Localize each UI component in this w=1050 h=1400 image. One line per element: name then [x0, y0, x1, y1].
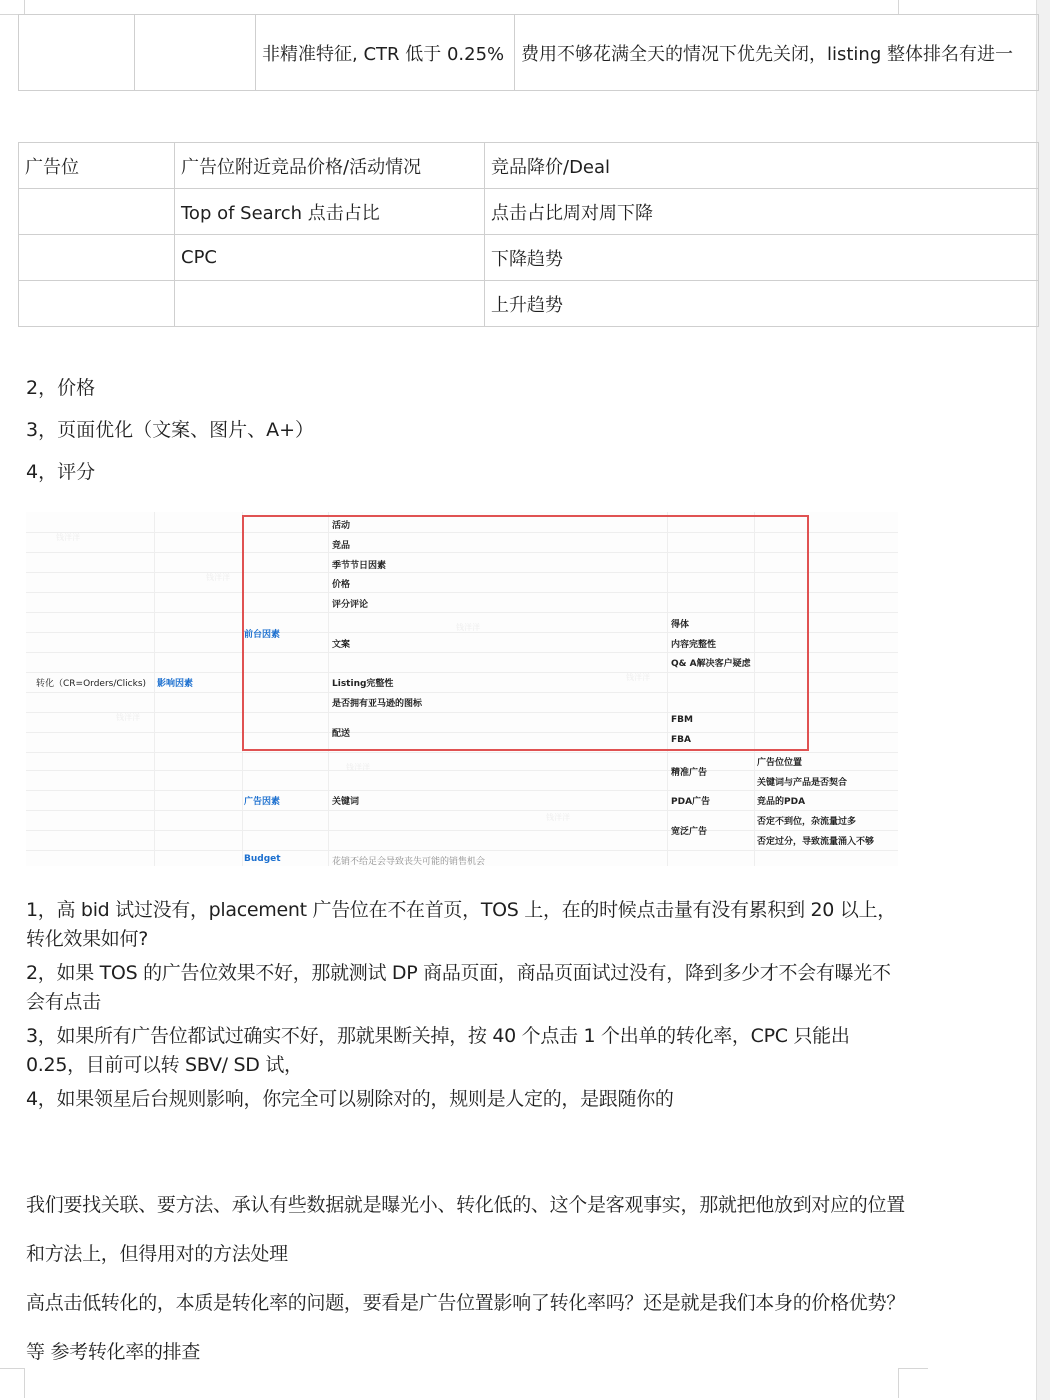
mindmap-item: 得体	[671, 620, 690, 630]
table-cell: 下降趋势	[485, 235, 1039, 281]
highlight-box	[242, 515, 809, 751]
mindmap-root: 转化（CR=Orders/Clicks)	[36, 679, 147, 689]
watermark-text: 钱洋洋	[456, 623, 480, 632]
table-row	[19, 235, 1039, 281]
watermark-text: 钱洋洋	[346, 763, 370, 772]
mindmap-item: 否定不到位，杂流量过多	[757, 817, 857, 827]
list-item: 3，页面优化（文案、图片、A+）	[26, 419, 315, 441]
mindmap-keyword: 关键词	[332, 797, 360, 807]
table-cell	[19, 235, 175, 281]
table-row	[19, 15, 1039, 91]
list-item: 1，高 bid 试过没有，placement 广告位在不在首页，TOS 上，在的时候点击量有没有累积到 20 以上，转化效果如何?	[26, 899, 896, 950]
table-cell: Top of Search 点击占比	[175, 189, 485, 235]
mindmap-item: Listing完整性	[332, 679, 394, 689]
table-cell	[175, 281, 485, 327]
watermark-text: 钱洋洋	[626, 673, 650, 682]
mindmap-item: 否定过分，导致流量涌入不够	[757, 837, 875, 847]
table-cell: 费用不够花满全天的情况下优先关闭，listing 整体排名有进一	[515, 15, 1039, 91]
mindmap-item: 关键词与产品是否契合	[757, 778, 848, 788]
mindmap-item: 是否拥有亚马逊的图标	[332, 699, 423, 709]
table-cell	[19, 189, 175, 235]
mindmap-budget-note: 花销不给足会导致丧失可能的销售机会	[332, 857, 486, 866]
mindmap-ad: 广告因素	[244, 797, 281, 807]
table-ad-placement	[18, 142, 1039, 327]
corner-mark	[0, 1368, 25, 1398]
list-item: 4，如果领星后台规则影响，你完全可以剔除对的，规则是人定的，是跟随你的	[26, 1088, 674, 1110]
corner-mark	[898, 0, 928, 15]
watermark-text: 钱洋洋	[56, 533, 80, 542]
mindmap-item: PDA广告	[671, 797, 711, 807]
mindmap-frontend: 前台因素	[244, 630, 281, 640]
mindmap-item: FBM	[671, 715, 693, 725]
mindmap-item: 评分评论	[332, 600, 369, 610]
table-cell: 广告位附近竞品价格/活动情况	[175, 143, 485, 189]
table-cell	[135, 15, 256, 91]
list-item: 4，评分	[26, 461, 96, 483]
mindmap-item: 广告位位置	[757, 758, 803, 768]
corner-mark	[0, 0, 25, 15]
table-cell: 竞品降价/Deal	[485, 143, 1039, 189]
table-row	[19, 189, 1039, 235]
table-row	[19, 281, 1039, 327]
mindmap-item: 配送	[332, 729, 351, 739]
table-cell: 上升趋势	[485, 281, 1039, 327]
table-cell: 点击占比周对周下降	[485, 189, 1039, 235]
mindmap-item: 价格	[332, 580, 351, 590]
watermark-text: 钱洋洋	[206, 573, 230, 582]
table-row	[19, 143, 1039, 189]
table-cell: CPC	[175, 235, 485, 281]
table-cell: 广告位	[19, 143, 175, 189]
list-item: 3，如果所有广告位都试过确实不好，那就果断关掉，按 40 个点击 1 个出单的转化率，CPC 只能出 0.25，目前可以转 SBV/ SD 试，	[26, 1025, 850, 1076]
watermark-text: 钱洋洋	[546, 813, 570, 822]
mindmap-item: 活动	[332, 521, 351, 531]
mindmap-item: 宽泛广告	[671, 827, 708, 837]
table-top	[18, 14, 1039, 91]
paragraph: 我们要找关联、要方法、承认有些数据就是曝光小、转化低的、这个是客观事实，那就把他放到对应的位置和方法上，但得用对的方法处理	[26, 1194, 905, 1265]
list-item: 2，如果 TOS 的广告位效果不好，那就测试 DP 商品页面，商品页面试过没有，降到多少才不会有曝光不会有点击	[26, 962, 891, 1013]
table-cell	[19, 281, 175, 327]
table-cell	[19, 15, 135, 91]
mindmap-item: FBA	[671, 735, 691, 745]
mindmap-item: 竞品的PDA	[757, 797, 806, 807]
mindmap-screenshot	[26, 512, 898, 866]
mindmap-budget: Budget	[244, 854, 281, 864]
mindmap-item: 季节节日因素	[332, 561, 387, 571]
mindmap-factor: 影响因素	[157, 679, 194, 689]
mindmap-item: 竞品	[332, 541, 351, 551]
watermark-text: 钱洋洋	[116, 713, 140, 722]
mindmap-item: 内容完整性	[671, 640, 717, 650]
paragraph: 高点击低转化的，本质是转化率的问题，要看是广告位置影响了转化率吗？还是就是我们本身的价格优势？等 参考转化率的排查	[26, 1292, 905, 1363]
mindmap-item: 精准广告	[671, 768, 708, 778]
mindmap-item: Q& A解决客户疑虑	[671, 659, 751, 669]
list-item: 2，价格	[26, 377, 96, 399]
mindmap-item: 文案	[332, 640, 351, 650]
table-cell: 非精准特征, CTR 低于 0.25%	[256, 15, 515, 91]
